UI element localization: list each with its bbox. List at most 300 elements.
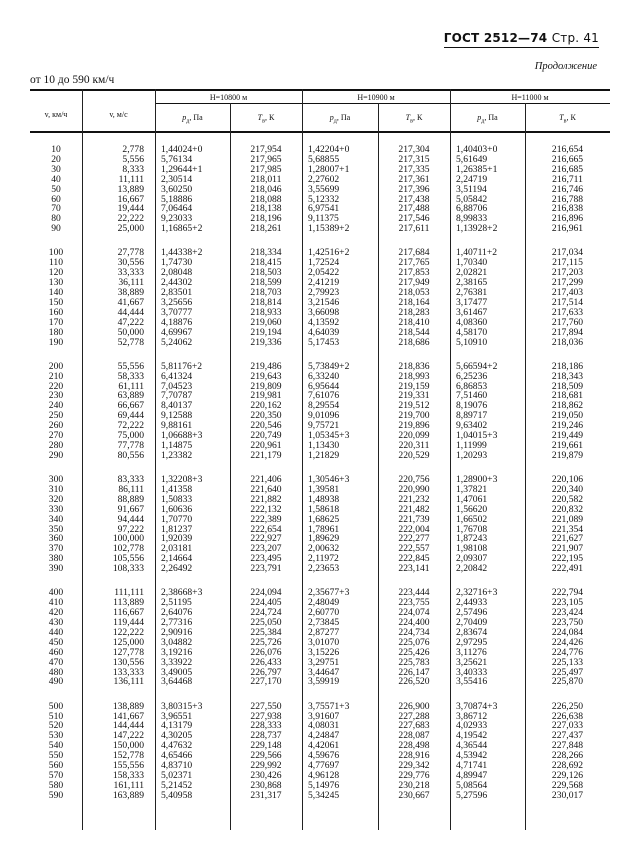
cell-temp-10900: 228,916 xyxy=(398,750,430,762)
cell-speed-ms: 38,889 xyxy=(117,287,144,298)
cell-pressure-11000: 1,98108 xyxy=(456,543,488,555)
cell-pressure-10800: 1,81237 xyxy=(161,523,193,535)
cell-pressure-10900: 1,05345+3 xyxy=(308,430,350,441)
cell-pressure-11000: 6,88706 xyxy=(456,203,488,215)
cell-speed-ms: 147,222 xyxy=(112,730,144,742)
cell-speed-kmh: 470 xyxy=(48,656,64,668)
cell-temp-10800: 218,814 xyxy=(250,296,282,308)
cell-pressure-10900: 4,96128 xyxy=(308,769,340,781)
cell-speed-kmh: 310 xyxy=(48,483,64,495)
cell-pressure-10800: 3,60250 xyxy=(161,183,193,195)
cell-pressure-10900: 1,42516+2 xyxy=(308,247,350,259)
cell-temp-10900: 224,400 xyxy=(398,617,430,628)
cell-pressure-11000: 2,20842 xyxy=(456,563,488,575)
cell-temp-10800: 220,350 xyxy=(250,410,282,422)
cell-speed-ms: 100,000 xyxy=(112,533,144,545)
cell-pressure-10800: 9,12588 xyxy=(161,410,193,422)
cell-speed-kmh: 490 xyxy=(48,676,64,688)
cell-speed-ms: 119,444 xyxy=(113,617,144,628)
cell-pressure-10800: 2,26492 xyxy=(161,563,193,575)
cell-temp-11000: 224,084 xyxy=(551,626,584,638)
cell-speed-kmh: 10 xyxy=(51,144,61,155)
cell-pressure-10800: 3,33922 xyxy=(161,656,193,668)
cell-pressure-10800: 9,88161 xyxy=(161,420,193,432)
cell-speed-kmh: 180 xyxy=(48,326,64,338)
cell-speed-kmh: 230 xyxy=(48,390,64,402)
symbol: T xyxy=(405,113,411,122)
cell-temp-10800: 225,726 xyxy=(250,636,282,648)
table-row xyxy=(30,338,610,348)
cell-speed-kmh: 110 xyxy=(48,257,64,269)
cell-speed-ms: 27,778 xyxy=(117,247,144,259)
cell-pressure-10900: 1,48938 xyxy=(308,493,340,505)
cell-pressure-10900: 3,91607 xyxy=(308,710,340,722)
cell-pressure-10800: 2,30514 xyxy=(161,173,193,185)
cell-temp-10800: 222,389 xyxy=(250,513,282,525)
cell-pressure-10800: 3,96551 xyxy=(161,710,193,722)
cell-speed-kmh: 210 xyxy=(48,370,64,382)
cell-pressure-11000: 5,08564 xyxy=(456,779,488,791)
header-bottom-rule xyxy=(30,131,610,133)
cell-pressure-10800: 4,65466 xyxy=(161,750,193,762)
cell-temp-10800: 218,703 xyxy=(250,287,282,298)
cell-speed-ms: 33,333 xyxy=(117,267,144,279)
cell-pressure-11000: 8,19076 xyxy=(456,400,488,412)
cell-pressure-10800: 1,29644+1 xyxy=(161,163,203,175)
cell-temp-10900: 217,396 xyxy=(398,183,430,195)
cell-pressure-11000: 3,17477 xyxy=(456,296,488,308)
cell-speed-ms: 144,444 xyxy=(112,720,144,732)
cell-temp-10900: 222,845 xyxy=(398,553,430,565)
cell-temp-11000: 218,681 xyxy=(551,390,584,402)
cell-pressure-10900: 4,24847 xyxy=(308,730,340,742)
cell-temp-10800: 219,336 xyxy=(250,336,282,348)
cell-temp-11000: 217,115 xyxy=(552,257,583,269)
cell-speed-ms: 150,000 xyxy=(112,740,144,752)
cell-speed-ms: 5,556 xyxy=(122,153,144,165)
cell-temp-11000: 218,343 xyxy=(551,370,584,382)
cell-pressure-10900: 6,33240 xyxy=(308,370,340,382)
cell-pressure-11000: 5,66594+2 xyxy=(456,360,498,372)
cell-pressure-10800: 5,81176+2 xyxy=(161,360,203,372)
cell-temp-11000: 221,627 xyxy=(551,533,584,545)
cell-pressure-11000: 5,27596 xyxy=(456,789,488,801)
page-number: Стр. 41 xyxy=(551,31,599,45)
cell-temp-10900: 226,900 xyxy=(398,700,430,712)
cell-temp-10800: 229,566 xyxy=(250,750,282,762)
cell-temp-10800: 221,640 xyxy=(250,483,282,495)
cell-pressure-10900: 4,64039 xyxy=(308,326,340,338)
cell-speed-ms: 11,111 xyxy=(118,173,144,185)
cell-speed-kmh: 580 xyxy=(48,779,64,791)
cell-temp-10800: 223,207 xyxy=(250,543,282,555)
cell-pressure-10900: 1,89629 xyxy=(308,533,340,545)
cell-pressure-11000: 1,11999 xyxy=(456,439,487,451)
cell-temp-11000: 224,776 xyxy=(551,646,584,658)
cell-pressure-10900: 4,08031 xyxy=(308,720,340,732)
cell-temp-10900: 221,482 xyxy=(398,503,430,515)
cell-speed-ms: 75,000 xyxy=(117,430,144,441)
cell-pressure-10900: 1,13430 xyxy=(308,439,340,451)
cell-speed-ms: 63,889 xyxy=(117,390,144,402)
cell-speed-ms: 72,222 xyxy=(117,420,144,432)
cell-pressure-11000: 3,55416 xyxy=(456,676,488,688)
cell-temp-10900: 225,076 xyxy=(398,636,430,648)
cell-temp-11000: 229,126 xyxy=(551,769,584,781)
cell-speed-kmh: 550 xyxy=(48,750,64,762)
cell-temp-10900: 218,836 xyxy=(398,360,430,372)
cell-pressure-10900: 4,42061 xyxy=(308,740,340,752)
cell-pressure-10800: 3,70777 xyxy=(161,306,193,318)
cell-temp-10800: 225,384 xyxy=(250,626,282,638)
cell-pressure-11000: 2,83674 xyxy=(456,626,488,638)
cell-temp-11000: 217,760 xyxy=(551,316,584,328)
cell-temp-10800: 221,406 xyxy=(250,474,282,485)
cell-temp-10900: 219,159 xyxy=(398,380,430,392)
cell-pressure-10900: 1,28007+1 xyxy=(308,163,350,175)
cell-pressure-10800: 1,16865+2 xyxy=(161,223,203,235)
cell-temp-10900: 219,896 xyxy=(398,420,430,432)
cell-temp-10900: 221,232 xyxy=(398,493,430,505)
cell-temp-10800: 218,599 xyxy=(250,277,282,289)
cell-temp-10900: 217,684 xyxy=(398,247,430,259)
cell-temp-11000: 218,862 xyxy=(551,400,584,412)
cell-temp-10800: 218,196 xyxy=(250,213,282,225)
cell-temp-10800: 224,724 xyxy=(250,607,282,619)
continuation-label: Продолжение xyxy=(534,61,597,72)
cell-temp-10900: 219,700 xyxy=(398,410,430,422)
cell-speed-kmh: 160 xyxy=(48,306,64,318)
cell-pressure-10900: 4,77697 xyxy=(308,760,340,771)
cell-temp-10800: 224,405 xyxy=(250,597,282,609)
cell-speed-ms: 88,889 xyxy=(117,493,144,505)
cell-pressure-10800: 5,76134 xyxy=(161,153,193,165)
cell-temp-11000: 220,340 xyxy=(551,483,584,495)
cell-temp-10900: 221,739 xyxy=(398,513,430,525)
cell-pressure-11000: 2,57496 xyxy=(456,607,488,619)
cell-pressure-11000: 1,40403+0 xyxy=(456,144,498,155)
cell-temp-11000: 217,514 xyxy=(551,296,584,308)
cell-pressure-10900: 5,73849+2 xyxy=(308,360,350,372)
cell-pressure-10800: 2,38668+3 xyxy=(161,587,203,599)
cell-pressure-10900: 3,75571+3 xyxy=(308,700,350,712)
cell-pressure-10900: 5,14976 xyxy=(308,779,340,791)
cell-temp-11000: 227,437 xyxy=(551,730,584,742)
cell-temp-10800: 222,132 xyxy=(250,503,282,515)
cell-speed-kmh: 220 xyxy=(48,380,64,392)
cell-temp-10800: 218,011 xyxy=(250,173,282,185)
cell-pressure-10800: 5,21452 xyxy=(161,779,193,791)
cell-speed-kmh: 90 xyxy=(51,223,61,235)
cell-pressure-10800: 2,83501 xyxy=(161,287,193,298)
cell-temp-11000: 226,250 xyxy=(551,700,584,712)
table-row xyxy=(30,677,610,687)
cell-temp-10800: 222,654 xyxy=(250,523,282,535)
cell-speed-ms: 58,333 xyxy=(117,370,144,382)
cell-speed-kmh: 140 xyxy=(48,287,64,298)
cell-temp-11000: 221,907 xyxy=(551,543,584,555)
cell-pressure-10800: 4,69967 xyxy=(161,326,193,338)
cell-speed-kmh: 190 xyxy=(48,336,64,348)
cell-temp-10900: 224,074 xyxy=(398,607,430,619)
cell-pressure-10900: 3,21546 xyxy=(308,296,340,308)
cell-speed-ms: 105,556 xyxy=(112,553,144,565)
cell-pressure-10800: 2,64076 xyxy=(161,607,193,619)
cell-speed-kmh: 570 xyxy=(48,769,64,781)
cell-speed-kmh: 420 xyxy=(48,607,64,619)
cell-speed-ms: 22,222 xyxy=(117,213,144,225)
cell-temp-10900: 217,304 xyxy=(398,144,430,155)
cell-temp-10800: 221,179 xyxy=(250,449,282,461)
cell-pressure-10800: 1,74730 xyxy=(161,257,193,269)
cell-pressure-11000: 5,05842 xyxy=(456,193,488,205)
cell-pressure-10900: 1,39581 xyxy=(308,483,340,495)
cell-pressure-10800: 2,90916 xyxy=(161,626,193,638)
cell-temp-10800: 218,261 xyxy=(250,223,282,235)
cell-pressure-11000: 4,58170 xyxy=(456,326,488,338)
cell-temp-10900: 223,755 xyxy=(398,597,430,609)
subscript: в xyxy=(410,118,413,125)
cell-temp-11000: 216,746 xyxy=(551,183,584,195)
cell-temp-10900: 220,311 xyxy=(398,439,430,451)
cell-temp-10900: 217,611 xyxy=(398,223,430,235)
cell-pressure-10800: 5,40958 xyxy=(161,789,193,801)
cell-speed-kmh: 280 xyxy=(48,439,64,451)
cell-temp-10900: 230,667 xyxy=(398,789,430,801)
cell-speed-ms: 163,889 xyxy=(112,789,144,801)
cell-speed-ms: 8,333 xyxy=(122,163,144,175)
subscript: д xyxy=(186,118,190,125)
subscript: д xyxy=(481,118,485,125)
cell-temp-10800: 223,495 xyxy=(250,553,282,565)
unit: , Па xyxy=(484,113,498,122)
group-header-rule xyxy=(155,103,610,104)
cell-pressure-10800: 2,51195 xyxy=(161,597,192,609)
cell-speed-kmh: 250 xyxy=(48,410,64,422)
cell-temp-10900: 225,426 xyxy=(398,646,430,658)
cell-temp-10900: 222,557 xyxy=(398,543,430,555)
cell-pressure-11000: 4,53942 xyxy=(456,750,488,762)
cell-pressure-11000: 4,89947 xyxy=(456,769,488,781)
cell-temp-10800: 219,809 xyxy=(250,380,282,392)
cell-temp-10900: 227,683 xyxy=(398,720,430,732)
cell-pressure-11000: 1,66502 xyxy=(456,513,488,525)
cell-pressure-11000: 4,02933 xyxy=(456,720,488,732)
cell-pressure-11000: 2,97295 xyxy=(456,636,488,648)
cell-temp-10800: 221,882 xyxy=(250,493,282,505)
cell-pressure-11000: 9,63402 xyxy=(456,420,488,432)
cell-speed-ms: 136,111 xyxy=(113,676,144,688)
cell-temp-10900: 224,734 xyxy=(398,626,430,638)
cell-speed-ms: 13,889 xyxy=(117,183,144,195)
cell-pressure-10800: 8,40137 xyxy=(161,400,193,412)
table-row xyxy=(30,791,610,801)
cell-speed-ms: 125,000 xyxy=(112,636,144,648)
cell-speed-kmh: 290 xyxy=(48,449,64,461)
cell-speed-ms: 83,333 xyxy=(117,474,144,485)
cell-pressure-10800: 1,44338+2 xyxy=(161,247,203,259)
cell-temp-10800: 228,333 xyxy=(250,720,282,732)
cell-temp-11000: 218,509 xyxy=(551,380,584,392)
cell-temp-10900: 218,053 xyxy=(398,287,430,298)
cell-temp-11000: 216,788 xyxy=(551,193,584,205)
cell-speed-ms: 69,444 xyxy=(117,410,144,422)
cell-pressure-10900: 9,11375 xyxy=(308,213,339,225)
cell-temp-11000: 219,879 xyxy=(551,449,584,461)
header-temperature xyxy=(378,113,450,125)
cell-speed-kmh: 200 xyxy=(48,360,64,372)
cell-speed-kmh: 130 xyxy=(48,277,64,289)
cell-pressure-10800: 2,44302 xyxy=(161,277,193,289)
cell-temp-10800: 223,791 xyxy=(250,563,282,575)
cell-temp-10800: 219,486 xyxy=(250,360,282,372)
cell-pressure-11000: 1,56620 xyxy=(456,503,488,515)
cell-temp-10800: 218,415 xyxy=(250,257,282,269)
cell-pressure-10900: 1,58618 xyxy=(308,503,340,515)
cell-pressure-11000: 1,37821 xyxy=(456,483,488,495)
cell-temp-10900: 217,315 xyxy=(398,153,430,165)
cell-speed-ms: 66,667 xyxy=(117,400,144,412)
cell-temp-10900: 228,498 xyxy=(398,740,430,752)
cell-temp-10800: 219,643 xyxy=(250,370,282,382)
cell-temp-11000: 221,354 xyxy=(551,523,584,535)
cell-temp-10900: 219,331 xyxy=(398,390,430,402)
cell-temp-10900: 217,438 xyxy=(398,193,430,205)
cell-temp-11000: 217,894 xyxy=(551,326,584,338)
cell-pressure-10800: 2,03181 xyxy=(161,543,193,555)
cell-pressure-11000: 1,04015+3 xyxy=(456,430,498,441)
cell-temp-10900: 217,765 xyxy=(398,257,430,269)
cell-temp-10800: 220,749 xyxy=(250,430,282,441)
cell-temp-11000: 230,017 xyxy=(551,789,584,801)
cell-speed-ms: 19,444 xyxy=(117,203,144,215)
cell-speed-kmh: 120 xyxy=(48,267,64,279)
cell-temp-11000: 217,034 xyxy=(551,247,584,259)
cell-speed-kmh: 340 xyxy=(48,513,64,525)
cell-pressure-10900: 6,97541 xyxy=(308,203,340,215)
cell-temp-10800: 219,194 xyxy=(250,326,282,338)
cell-speed-ms: 47,222 xyxy=(117,316,144,328)
cell-pressure-11000: 8,99833 xyxy=(456,213,488,225)
cell-temp-11000: 223,424 xyxy=(551,607,584,619)
cell-speed-ms: 36,111 xyxy=(118,277,144,289)
cell-pressure-11000: 3,51194 xyxy=(456,183,487,195)
cell-pressure-10800: 1,44024+0 xyxy=(161,144,203,155)
cell-pressure-10800: 5,24062 xyxy=(161,336,193,348)
cell-pressure-10900: 3,59919 xyxy=(308,676,340,688)
cell-pressure-11000: 2,70409 xyxy=(456,617,488,628)
cell-pressure-11000: 7,51460 xyxy=(456,390,488,402)
cell-speed-ms: 94,444 xyxy=(117,513,144,525)
cell-temp-11000: 228,266 xyxy=(551,750,584,762)
table-row xyxy=(30,224,610,234)
cell-temp-11000: 216,665 xyxy=(551,153,584,165)
cell-pressure-11000: 4,71741 xyxy=(456,760,488,771)
cell-speed-kmh: 170 xyxy=(48,316,64,328)
cell-pressure-10800: 5,02371 xyxy=(161,769,193,781)
cell-speed-ms: 50,000 xyxy=(117,326,144,338)
cell-temp-10800: 218,933 xyxy=(250,306,282,318)
cell-pressure-11000: 2,24719 xyxy=(456,173,488,185)
cell-pressure-10900: 2,87277 xyxy=(308,626,340,638)
cell-temp-11000: 223,105 xyxy=(551,597,584,609)
cell-temp-11000: 218,036 xyxy=(551,336,584,348)
cell-temp-11000: 217,299 xyxy=(551,277,584,289)
cell-temp-10900: 225,783 xyxy=(398,656,430,668)
cell-pressure-11000: 2,38165 xyxy=(456,277,488,289)
cell-pressure-10900: 1,15389+2 xyxy=(308,223,350,235)
cell-temp-11000: 225,497 xyxy=(551,666,584,678)
cell-pressure-10800: 1,50833 xyxy=(161,493,193,505)
cell-pressure-11000: 4,08360 xyxy=(456,316,488,328)
cell-speed-ms: 102,778 xyxy=(112,543,144,555)
cell-temp-11000: 226,638 xyxy=(551,710,584,722)
cell-speed-kmh: 270 xyxy=(48,430,64,441)
subscript: д xyxy=(333,118,337,125)
cell-speed-ms: 61,111 xyxy=(118,380,144,392)
unit: , К xyxy=(566,113,576,122)
cell-temp-10800: 217,954 xyxy=(250,144,282,155)
cell-pressure-11000: 6,25236 xyxy=(456,370,488,382)
cell-temp-10900: 226,520 xyxy=(398,676,430,688)
cell-speed-kmh: 330 xyxy=(48,503,64,515)
cell-temp-10800: 227,938 xyxy=(250,710,282,722)
cell-pressure-10900: 3,15226 xyxy=(308,646,340,658)
cell-temp-11000: 228,692 xyxy=(551,760,584,771)
symbol: p xyxy=(329,113,334,122)
cell-speed-ms: 138,889 xyxy=(112,700,144,712)
cell-temp-10800: 218,503 xyxy=(250,267,282,279)
cell-temp-11000: 216,654 xyxy=(551,144,584,155)
unit: , К xyxy=(264,113,275,122)
cell-speed-kmh: 430 xyxy=(48,617,64,628)
cell-pressure-10900: 1,21829 xyxy=(308,449,340,461)
cell-temp-10800: 220,162 xyxy=(250,400,282,412)
cell-temp-10900: 230,218 xyxy=(398,779,430,791)
subscript: в xyxy=(262,118,265,125)
header-pressure xyxy=(302,113,378,125)
cell-temp-11000: 216,961 xyxy=(551,223,584,235)
cell-pressure-11000: 1,87243 xyxy=(456,533,488,545)
cell-pressure-10900: 5,12332 xyxy=(308,193,340,205)
cell-pressure-10800: 6,41324 xyxy=(161,370,193,382)
cell-speed-kmh: 300 xyxy=(48,474,64,485)
cell-temp-10800: 227,170 xyxy=(250,676,282,688)
cell-temp-10800: 220,546 xyxy=(250,420,282,432)
cell-pressure-10900: 5,17453 xyxy=(308,336,340,348)
cell-pressure-10800: 7,70787 xyxy=(161,390,193,402)
cell-speed-kmh: 240 xyxy=(48,400,64,412)
cell-temp-11000: 217,633 xyxy=(551,306,584,318)
cell-pressure-10900: 9,75721 xyxy=(308,420,340,432)
cell-temp-10900: 220,099 xyxy=(398,430,430,441)
cell-speed-kmh: 480 xyxy=(48,666,64,678)
cell-pressure-11000: 2,09307 xyxy=(456,553,488,565)
cell-speed-kmh: 500 xyxy=(48,700,64,712)
cell-temp-11000: 225,133 xyxy=(551,656,584,668)
cell-temp-10800: 219,060 xyxy=(250,316,282,328)
cell-temp-10900: 220,990 xyxy=(398,483,430,495)
cell-temp-11000: 219,661 xyxy=(551,439,584,451)
cell-speed-kmh: 380 xyxy=(48,553,64,565)
cell-pressure-11000: 1,28900+3 xyxy=(456,474,498,485)
cell-temp-10900: 222,004 xyxy=(398,523,430,535)
cell-temp-10800: 226,433 xyxy=(250,656,282,668)
cell-pressure-11000: 1,70340 xyxy=(456,257,488,269)
cell-speed-ms: 86,111 xyxy=(118,483,144,495)
cell-speed-ms: 91,667 xyxy=(117,503,144,515)
cell-pressure-10800: 3,64468 xyxy=(161,676,193,688)
